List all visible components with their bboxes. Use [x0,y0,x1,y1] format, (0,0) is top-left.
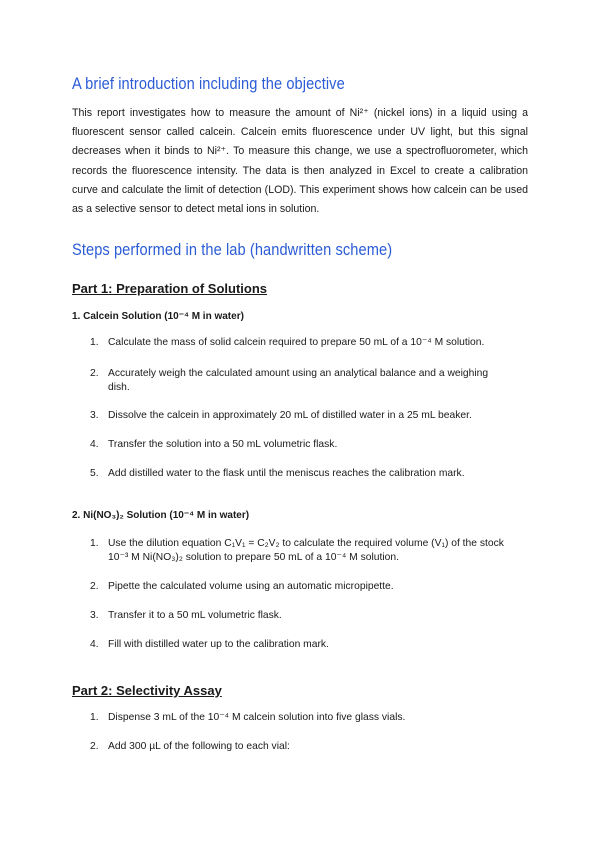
list-number: 1. [90,538,99,549]
calcein-solution-heading: 1. Calcein Solution (10⁻⁴ M in water) [72,311,244,322]
steps-heading: Steps performed in the lab (handwritten scheme) [72,240,393,259]
list-number: 2. [90,368,99,379]
part1-heading: Part 1: Preparation of Solutions [72,281,268,296]
list-text: Calculate the mass of solid calcein required to prepare 50 mL of a 10⁻⁴ M solution. [108,337,485,348]
list-text: Add distilled water to the flask until the meniscus reaches the calibration mark. [108,468,465,479]
intro-paragraph: This report investigates how to measure the amount of Ni²⁺ (nickel ions) in a liquid using a fluorescent sensor called calcein. Calcein emits fluorescence under UV light, but this signal decreases when it binds to Ni²⁺. To measure this change, we use a spectrofluorometer, which records the fluorescence intensity. The data is then analyzed in Excel to create a calibration curve and calculate the limit of detection (LOD). This experiment shows how calcein can be used as a selective sensor to detect metal ions in solution. [72,107,528,216]
list-text: Transfer the solution into a 50 mL volumetric flask. [108,439,338,450]
list-text: Add 300 µL of the following to each vial: [108,741,290,752]
list-text: Accurately weigh the calculated amount using an analytical balance and a weighing dish. [108,368,489,393]
nickel-solution-heading: 2. Ni(NO₃)₂ Solution (10⁻⁴ M in water) [72,510,250,521]
intro-heading: A brief introduction including the objective [72,74,345,93]
list-number: 4. [90,439,99,450]
list-text: Use the dilution equation C₁V₁ = C₂V₂ to calculate the required volume (V₁) of the stock 10⁻³ M Ni(NO₃)₂ solution to prepare 50 mL of a 10⁻⁴ M solution. [108,538,504,563]
list-number: 5. [90,468,99,479]
list-text: Transfer it to a 50 mL volumetric flask. [108,610,282,621]
list-number: 2. [90,581,99,592]
list-number: 3. [90,410,99,421]
list-number: 4. [90,639,99,650]
list-text: Fill with distilled water up to the calibration mark. [108,639,329,650]
list-number: 2. [90,741,99,752]
part2-heading: Part 2: Selectivity Assay [72,683,222,698]
list-number: 3. [90,610,99,621]
list-text: Pipette the calculated volume using an automatic micropipette. [108,581,394,592]
list-text: Dissolve the calcein in approximately 20 mL of distilled water in a 25 mL beaker. [108,410,472,421]
list-number: 1. [90,337,99,348]
list-number: 1. [90,712,99,723]
list-text: Dispense 3 mL of the 10⁻⁴ M calcein solution into five glass vials. [108,712,406,723]
